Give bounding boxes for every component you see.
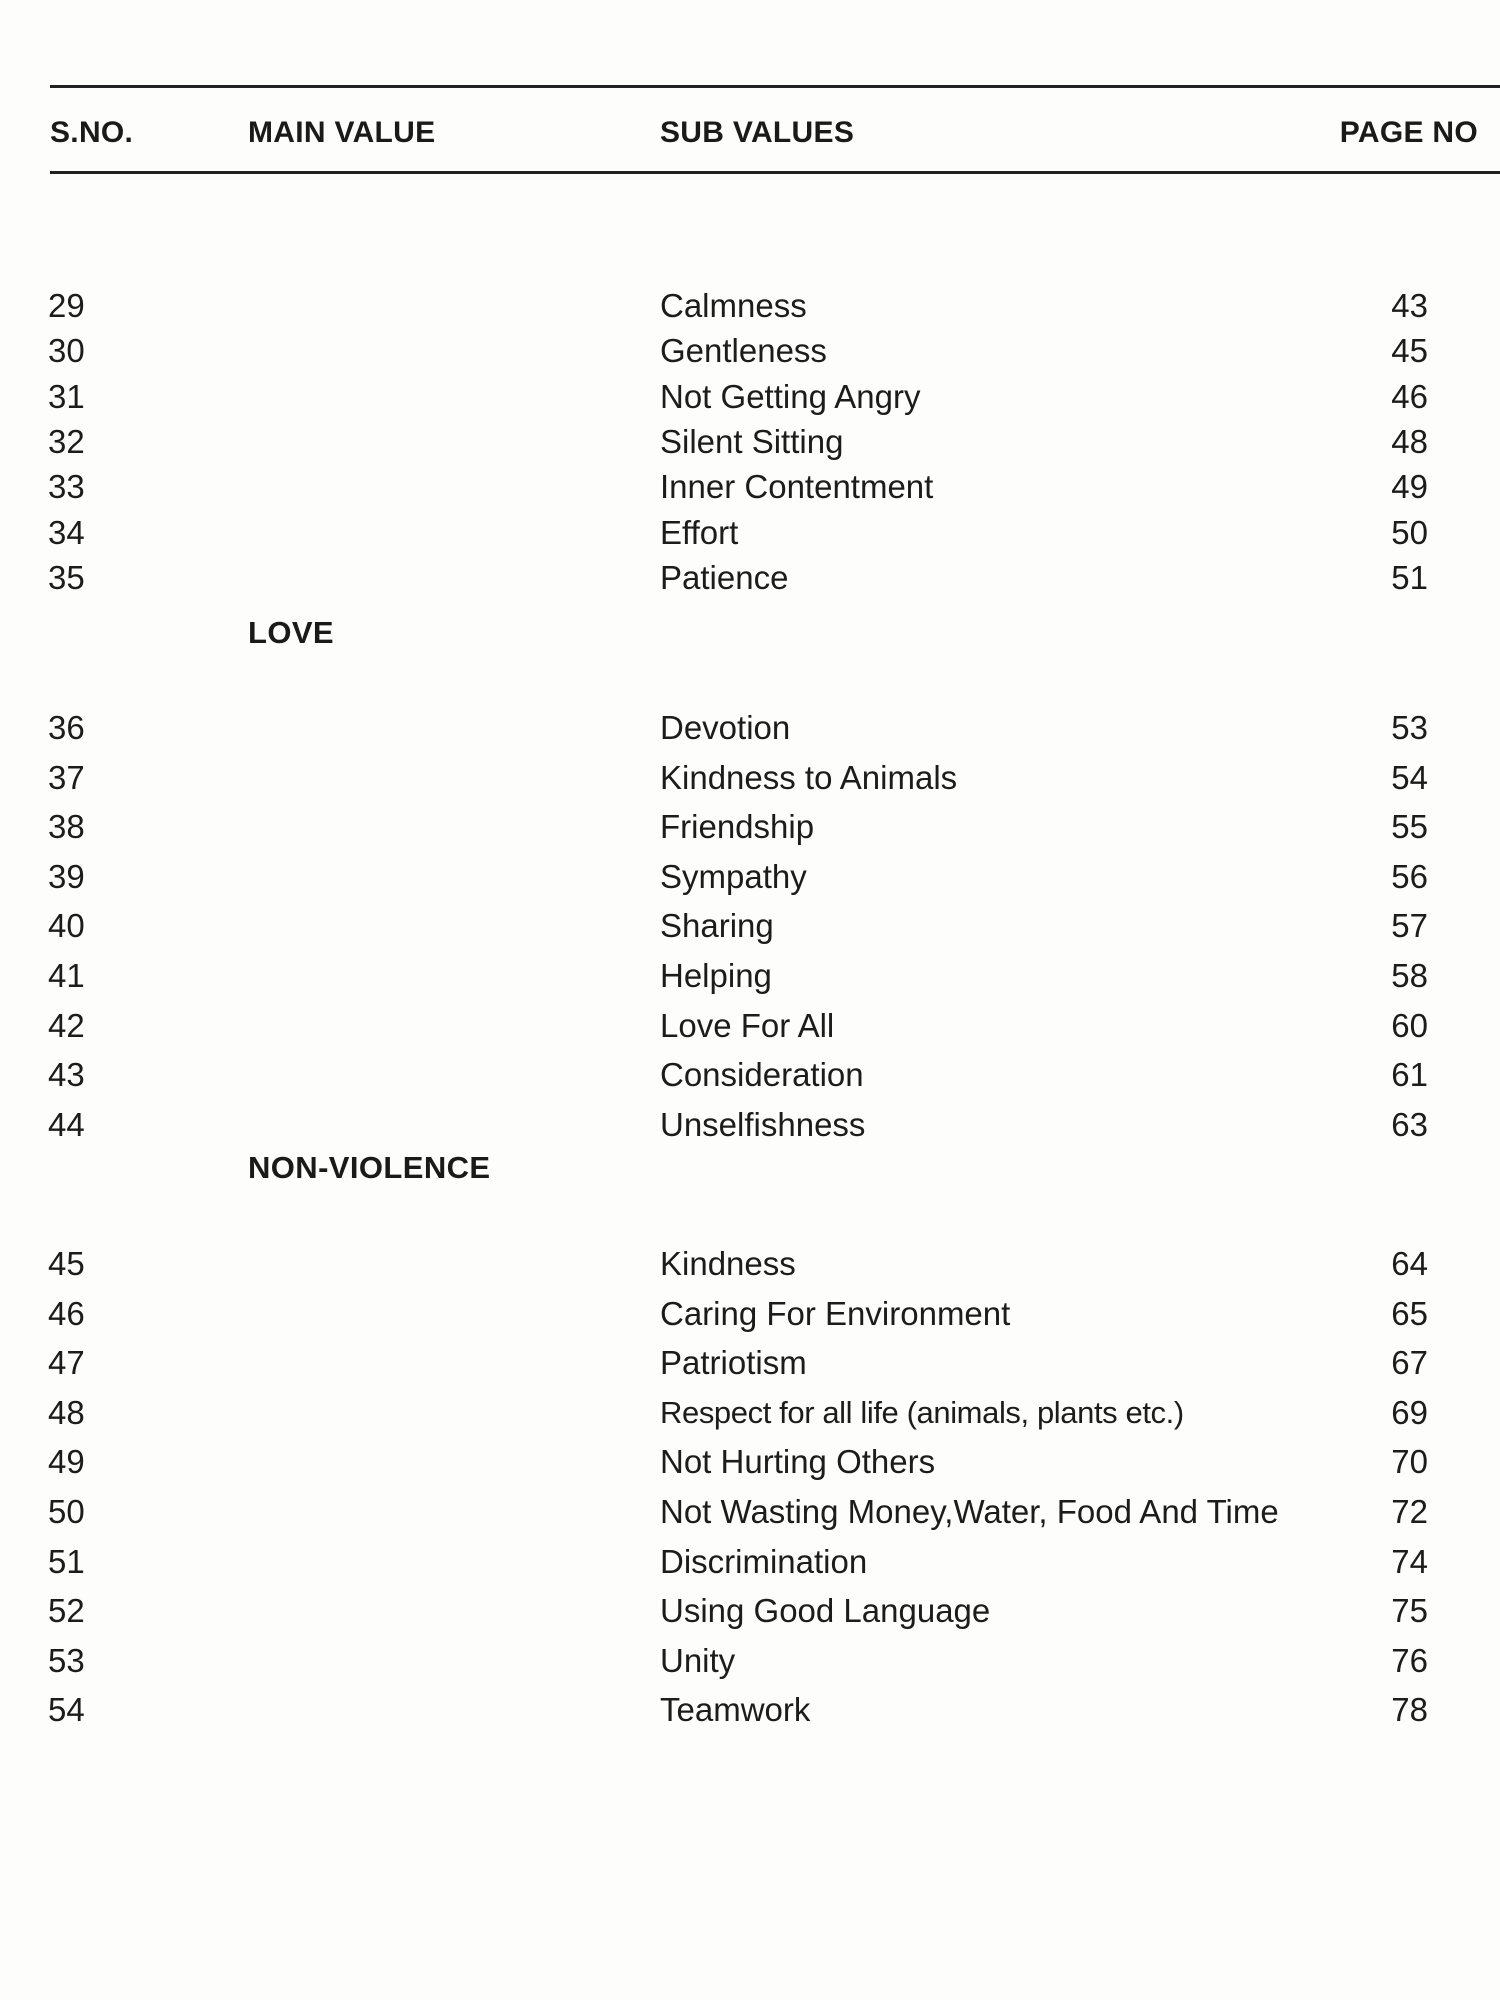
page-number: 72 [1391, 1493, 1428, 1530]
column-header-sub-values: SUB VALUES [660, 116, 855, 149]
header-top-rule [50, 85, 1500, 88]
sub-value: Discrimination [660, 1543, 868, 1580]
table-row [0, 1391, 1500, 1435]
sub-value: Respect for all life (animals, plants etc.) [660, 1395, 1184, 1430]
serial-number: 50 [48, 1493, 85, 1530]
main-value-heading: NON-VIOLENCE [248, 1150, 491, 1185]
sub-value: Unselfishness [660, 1106, 866, 1143]
page-number: 57 [1391, 907, 1428, 944]
page-number: 76 [1391, 1642, 1428, 1679]
serial-number: 54 [48, 1691, 85, 1728]
sub-value: Friendship [660, 808, 815, 845]
sub-value: Patience [660, 559, 789, 596]
page-number: 67 [1391, 1344, 1428, 1381]
header-bottom-rule [50, 171, 1500, 174]
sub-value: Not Hurting Others [660, 1443, 936, 1480]
serial-number: 45 [48, 1245, 85, 1282]
table-row [0, 1341, 1500, 1385]
page-number: 74 [1391, 1543, 1428, 1580]
serial-number: 47 [48, 1344, 85, 1381]
page-number: 55 [1391, 808, 1428, 845]
page-number: 70 [1391, 1443, 1428, 1480]
table-row [0, 954, 1500, 998]
sub-value: Unity [660, 1642, 736, 1679]
sub-value: Kindness [660, 1245, 796, 1282]
page-number: 69 [1391, 1394, 1428, 1431]
table-row [0, 1103, 1500, 1147]
sub-value: Effort [660, 514, 739, 551]
serial-number: 31 [48, 378, 85, 415]
serial-number: 52 [48, 1592, 85, 1629]
sub-value: Caring For Environment [660, 1295, 1011, 1332]
serial-number: 39 [48, 858, 85, 895]
column-header-main-value: MAIN VALUE [248, 116, 436, 149]
table-row [0, 420, 1500, 464]
sub-value: Sympathy [660, 858, 807, 895]
table-row [0, 284, 1500, 328]
sub-value: Devotion [660, 709, 791, 746]
sub-value: Not Wasting Money,Water, Food And Time [660, 1493, 1279, 1530]
serial-number: 51 [48, 1543, 85, 1580]
serial-number: 41 [48, 957, 85, 994]
sub-value: Inner Contentment [660, 468, 934, 505]
page-number: 43 [1391, 287, 1428, 324]
serial-number: 53 [48, 1642, 85, 1679]
serial-number: 42 [48, 1007, 85, 1044]
serial-number: 32 [48, 423, 85, 460]
table-row [0, 465, 1500, 509]
sub-value: Not Getting Angry [660, 378, 921, 415]
table-row [0, 756, 1500, 800]
table-row [0, 805, 1500, 849]
table-row [0, 904, 1500, 948]
table-row [0, 1688, 1500, 1732]
table-row [0, 1490, 1500, 1534]
serial-number: 36 [48, 709, 85, 746]
page-number: 48 [1391, 423, 1428, 460]
page-number: 56 [1391, 858, 1428, 895]
sub-value: Sharing [660, 907, 774, 944]
page-number: 53 [1391, 709, 1428, 746]
table-row [0, 1292, 1500, 1336]
sub-value: Patriotism [660, 1344, 807, 1381]
page-number: 58 [1391, 957, 1428, 994]
serial-number: 38 [48, 808, 85, 845]
serial-number: 34 [48, 514, 85, 551]
sub-value: Love For All [660, 1007, 835, 1044]
serial-number: 37 [48, 759, 85, 796]
page-number: 50 [1391, 514, 1428, 551]
sub-value: Gentleness [660, 332, 827, 369]
main-value-heading: LOVE [248, 615, 335, 650]
serial-number: 49 [48, 1443, 85, 1480]
table-row [0, 706, 1500, 750]
sub-value: Consideration [660, 1056, 864, 1093]
serial-number: 33 [48, 468, 85, 505]
page-number: 54 [1391, 759, 1428, 796]
serial-number: 46 [48, 1295, 85, 1332]
serial-number: 43 [48, 1056, 85, 1093]
serial-number: 30 [48, 332, 85, 369]
table-row [0, 1540, 1500, 1584]
table-row [0, 329, 1500, 373]
table-row [0, 511, 1500, 555]
page-number: 49 [1391, 468, 1428, 505]
table-row [0, 1004, 1500, 1048]
page-number: 63 [1391, 1106, 1428, 1143]
serial-number: 40 [48, 907, 85, 944]
page-number: 64 [1391, 1245, 1428, 1282]
page-number: 46 [1391, 378, 1428, 415]
table-row [0, 1242, 1500, 1286]
page-number: 51 [1391, 559, 1428, 596]
table-row [0, 375, 1500, 419]
page-number: 60 [1391, 1007, 1428, 1044]
page-number: 75 [1391, 1592, 1428, 1629]
sub-value: Teamwork [660, 1691, 811, 1728]
table-row [0, 1639, 1500, 1683]
sub-value: Helping [660, 957, 772, 994]
sub-value: Kindness to Animals [660, 759, 958, 796]
serial-number: 35 [48, 559, 85, 596]
page-number: 45 [1391, 332, 1428, 369]
serial-number: 29 [48, 287, 85, 324]
column-header-sno: S.NO. [50, 116, 134, 149]
sub-value: Using Good Language [660, 1592, 991, 1629]
page-number: 78 [1391, 1691, 1428, 1728]
sub-value: Calmness [660, 287, 807, 324]
table-row [0, 855, 1500, 899]
table-row [0, 556, 1500, 600]
serial-number: 48 [48, 1394, 85, 1431]
table-row [0, 1440, 1500, 1484]
page-number: 61 [1391, 1056, 1428, 1093]
table-row [0, 1589, 1500, 1633]
page-number: 65 [1391, 1295, 1428, 1332]
table-row [0, 1053, 1500, 1097]
column-header-page-no: PAGE NO [1339, 116, 1478, 149]
sub-value: Silent Sitting [660, 423, 844, 460]
serial-number: 44 [48, 1106, 85, 1143]
